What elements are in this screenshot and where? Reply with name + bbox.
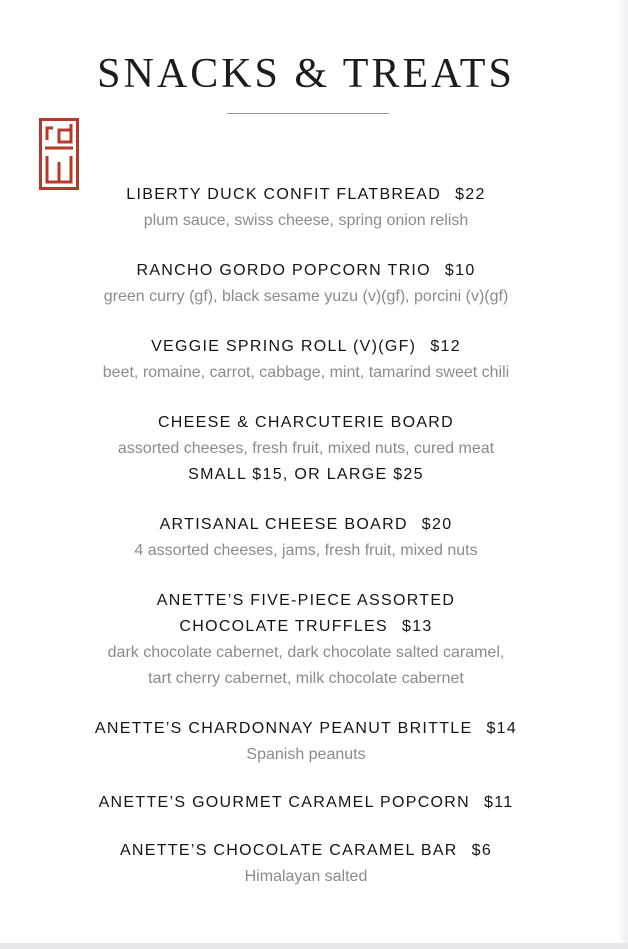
item-name: VEGGIE SPRING ROLL (V)(GF) [151,338,417,355]
menu-item [0,334,612,386]
item-price: $6 [471,842,493,859]
item-sizes: SMALL $15, OR LARGE $25 [188,466,424,483]
item-name: LIBERTY DUCK CONFIT FLATBREAD [126,186,442,203]
item-name: RANCHO GORDO POPCORN TRIO [136,262,431,279]
rdw-logo-icon [39,118,79,190]
item-description: 4 assorted cheeses, jams, fresh fruit, mixed nuts [134,542,478,559]
bottom-band [0,943,628,949]
page-edge-shadow [618,0,628,949]
item-price: $22 [455,186,486,203]
item-price: $11 [484,794,514,811]
item-name: ANETTE’S CHARDONNAY PEANUT BRITTLE [94,720,473,737]
item-name: ARTISANAL CHEESE BOARD [159,516,408,533]
item-price: $10 [444,262,476,279]
item-description: green curry (gf), black sesame yuzu (v)(gf), porcini (v)(gf) [103,288,509,305]
menu-item [0,410,612,488]
item-name: CHEESE & CHARCUTERIE BOARD [157,414,455,431]
menu-item [0,838,612,890]
item-description: assorted cheeses, fresh fruit, mixed nuts, cured meat [117,440,495,457]
item-name: ANETTE’S CHOCOLATE CARAMEL BAR [119,842,458,859]
menu-item [0,716,612,768]
item-price: $12 [430,338,461,355]
item-description-line2: tart cherry cabernet, milk chocolate cabernet [148,670,464,687]
menu-list [0,182,612,890]
item-description: plum sauce, swiss cheese, spring onion relish [143,212,469,229]
item-description-line1: dark chocolate cabernet, dark chocolate salted caramel, [107,644,505,661]
menu-item [0,512,612,564]
menu-item [0,790,612,816]
page-title: SNACKS & TREATS [97,51,515,97]
item-description: Spanish peanuts [246,746,366,763]
item-price: $13 [402,618,433,635]
menu-item [0,182,612,234]
item-price: $20 [421,516,453,533]
item-name-line2: CHOCOLATE TRUFFLES [179,618,388,635]
item-name: ANETTE’S GOURMET CARAMEL POPCORN [98,794,470,811]
menu-item [0,258,612,310]
title-divider [227,113,389,114]
item-description: Himalayan salted [244,868,368,885]
item-description: beet, romaine, carrot, cabbage, mint, tamarind sweet chili [102,364,510,381]
item-price: $14 [486,720,518,737]
menu-item [0,588,612,692]
item-name-line1: ANETTE’S FIVE-PIECE ASSORTED [156,592,456,609]
